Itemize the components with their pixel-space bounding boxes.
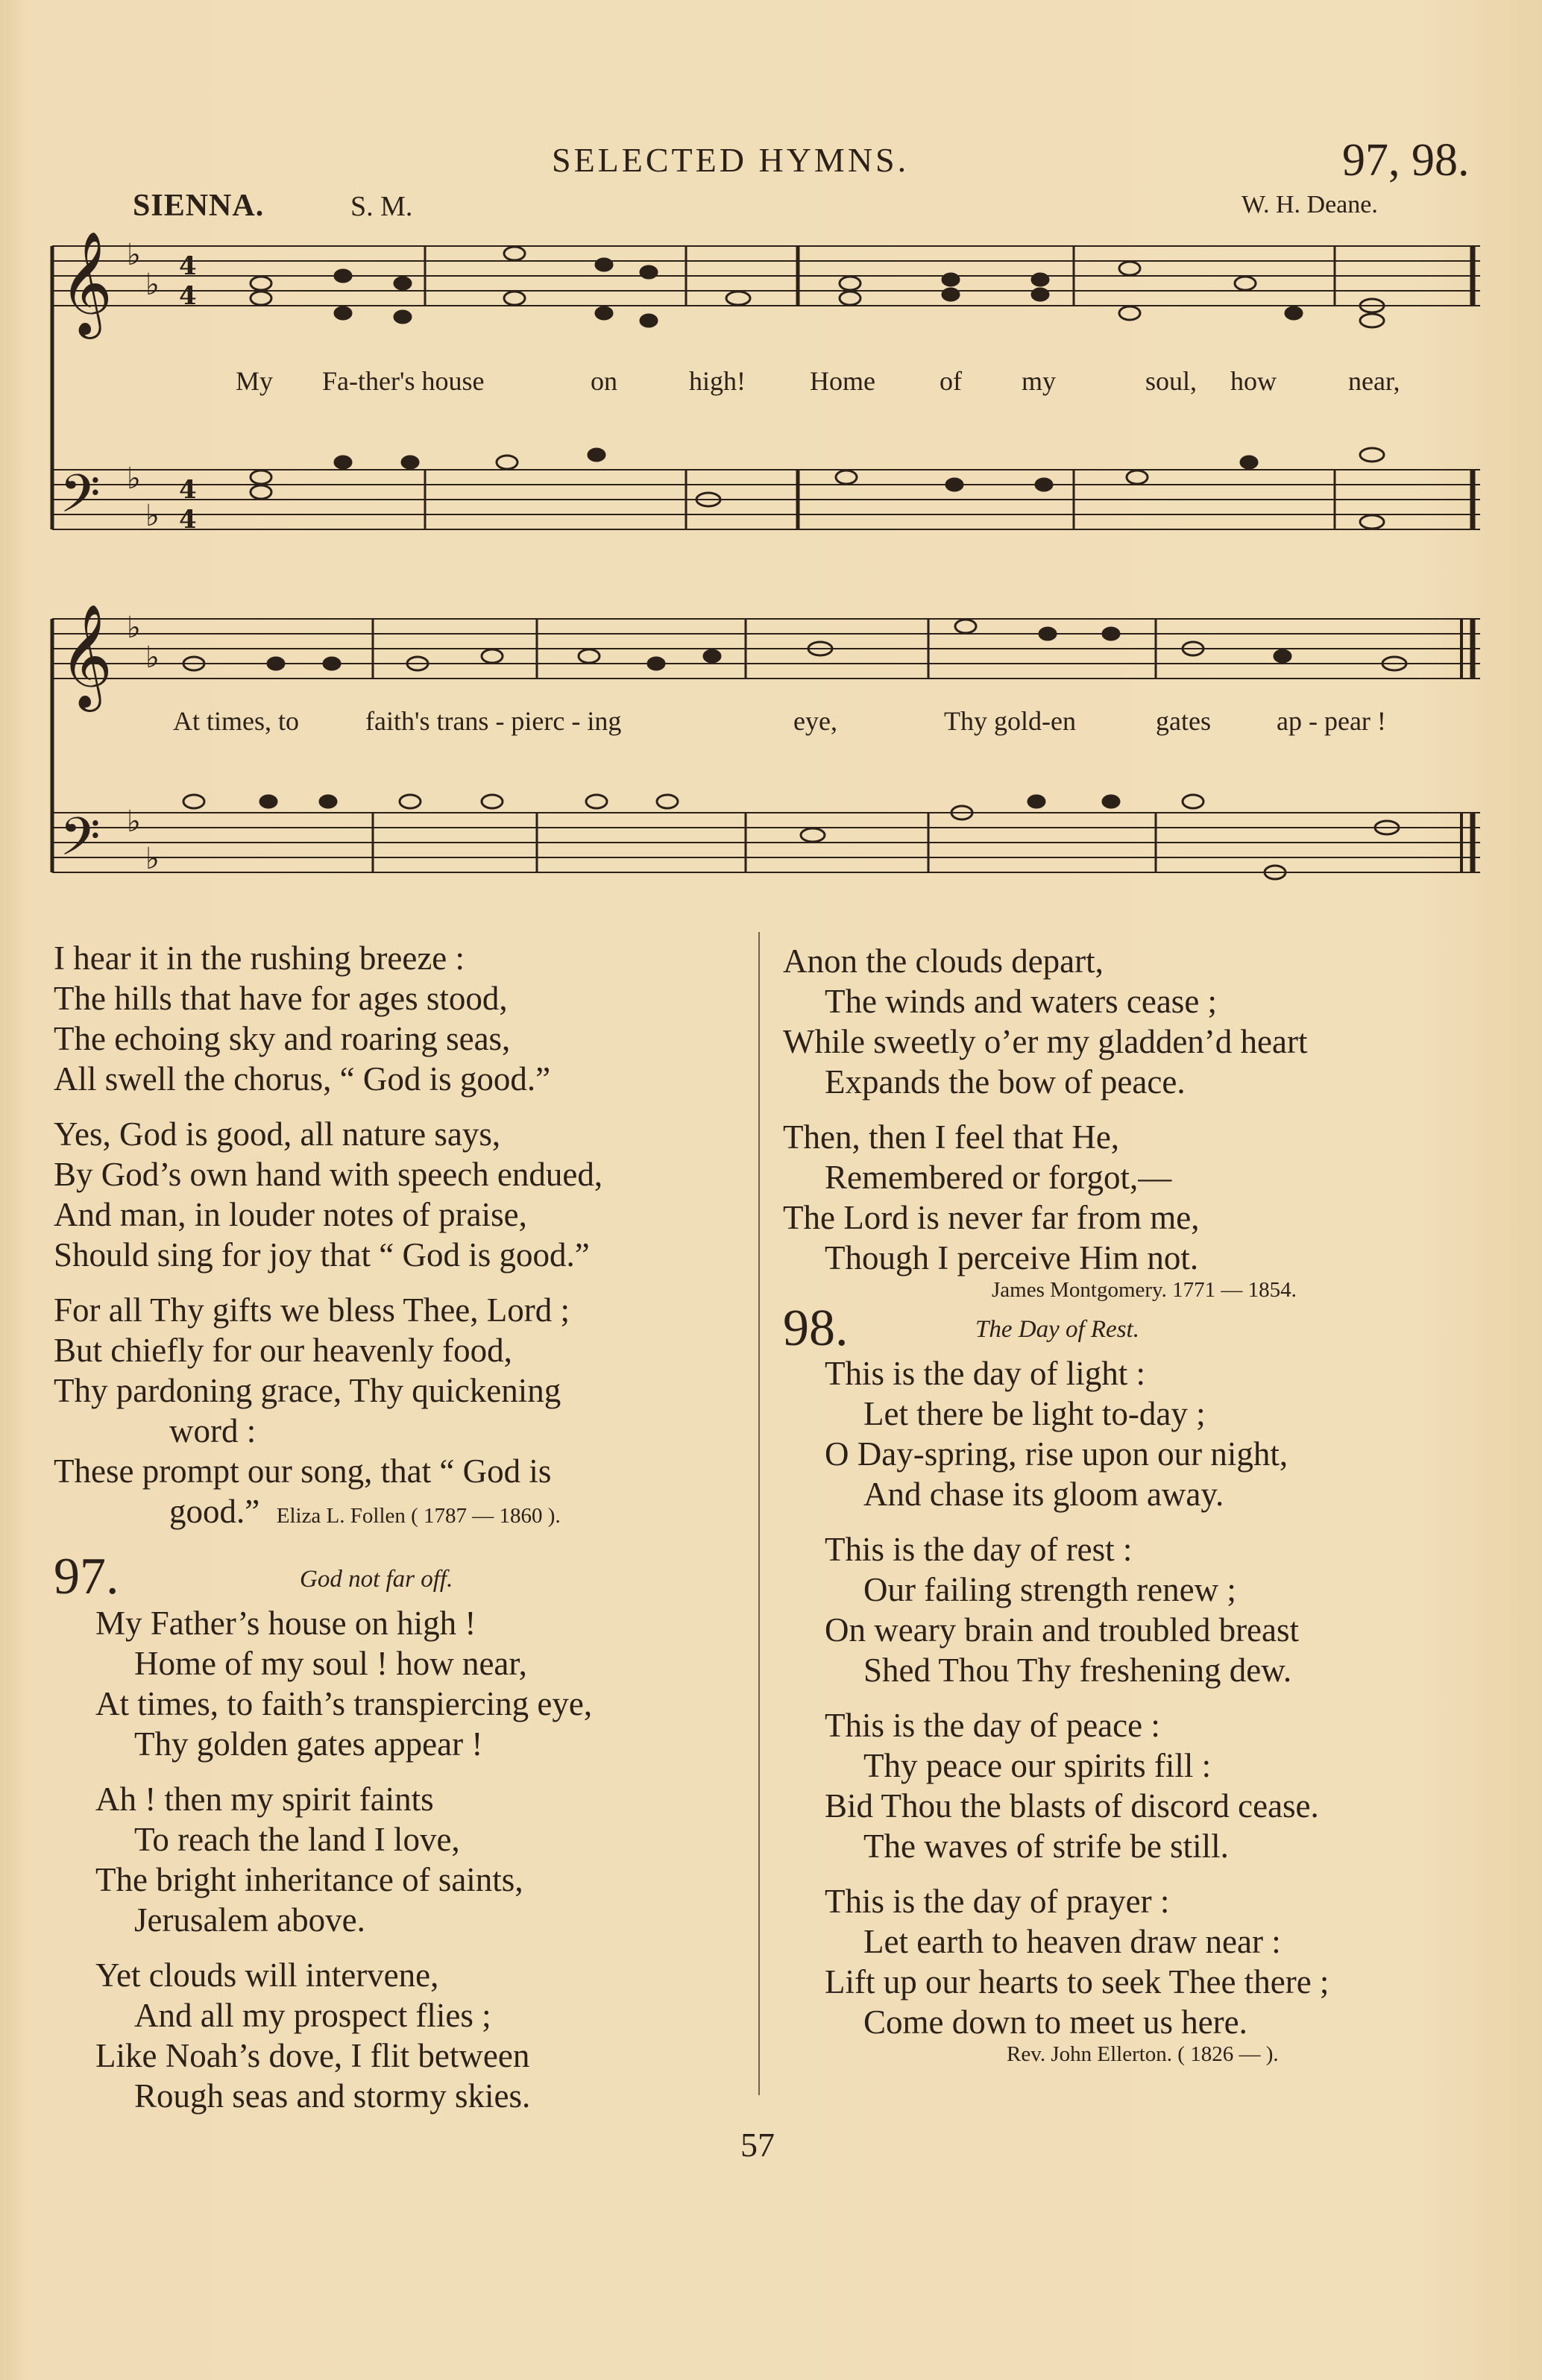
- music-score: [0, 0, 1542, 925]
- score-lyric: eye,: [793, 706, 837, 736]
- verse-line: All swell the chorus, “ God is good.”: [54, 1060, 551, 1098]
- composer: W. H. Deane.: [1242, 191, 1378, 218]
- score-lyric: Thy gold-en: [944, 706, 1076, 736]
- verse-line: [54, 1491, 747, 1536]
- verse-line-text: good.”: [169, 1493, 260, 1530]
- verse-line: But chiefly for our heavenly food,: [54, 1332, 512, 1369]
- verse-line: And man, in louder notes of praise,: [54, 1196, 527, 1233]
- verse-line: For all Thy gifts we bless Thee, Lord ;: [54, 1291, 570, 1329]
- verse-line: The Lord is never far from me,: [783, 1199, 1200, 1236]
- verse-line: Expands the bow of peace.: [825, 1063, 1186, 1101]
- tune-meter: S. M.: [350, 191, 413, 222]
- hymn-number: 98.: [783, 1300, 849, 1357]
- svg-text:♭: ♭: [127, 805, 141, 839]
- verse-line: By God’s own hand with speech endued,: [54, 1156, 603, 1193]
- verse-line: The waves of strife be still.: [863, 1828, 1229, 1865]
- svg-text:♭: ♭: [127, 611, 141, 645]
- verse-line: Let there be light to-day ;: [863, 1395, 1206, 1432]
- hymn-numbers: 97, 98.: [1342, 135, 1470, 186]
- stanza: [783, 941, 1499, 1102]
- svg-text:4: 4: [179, 505, 197, 535]
- stanza: [783, 1705, 1499, 1866]
- score-lyric: soul,: [1145, 366, 1198, 396]
- stanza: [54, 1603, 747, 1764]
- verse-line: Then, then I feel that He,: [783, 1118, 1120, 1156]
- left-column: [54, 938, 747, 2131]
- staff-lines: [52, 246, 1480, 872]
- verse-line: Though I perceive Him not.: [825, 1239, 1199, 1276]
- verse-line: Come down to meet us here.: [863, 2003, 1247, 2041]
- score-lyric: high!: [689, 366, 746, 396]
- score-lyric: Fa-ther's house: [322, 366, 485, 396]
- stanza: [783, 1529, 1499, 1690]
- verse-line: This is the day of prayer :: [825, 1883, 1170, 1920]
- verse-line: The winds and waters cease ;: [825, 983, 1218, 1020]
- running-head: SELECTED HYMNS.: [552, 141, 910, 179]
- score-lyric: At times, to: [173, 706, 299, 736]
- verse-line: Anon the clouds depart,: [783, 942, 1104, 980]
- svg-text:♭: ♭: [127, 238, 141, 272]
- svg-text:♭: ♭: [145, 842, 160, 876]
- svg-text:♭: ♭: [145, 640, 160, 675]
- verse-line: Lift up our hearts to seek Thee there ;: [825, 1963, 1329, 2000]
- stanza: [54, 1779, 747, 1940]
- column-divider: [758, 932, 760, 2095]
- bass-clef-icon: 𝄢: [60, 464, 101, 538]
- verse-line: Bid Thou the blasts of discord cease.: [825, 1787, 1319, 1825]
- attribution: Rev. John Ellerton. ( 1826 — ).: [1007, 2042, 1279, 2066]
- verse-line: Yes, God is good, all nature says,: [54, 1115, 501, 1153]
- bass-clef-icon: 𝄢: [60, 807, 101, 881]
- verse-line: Let earth to heaven draw near :: [863, 1923, 1281, 1960]
- score-lyric: my: [1022, 366, 1057, 396]
- verse-line: Should sing for joy that “ God is good.”: [54, 1236, 590, 1274]
- svg-text:♭: ♭: [127, 462, 141, 496]
- hymn-number: 97.: [54, 1548, 119, 1605]
- verse-line: O Day-spring, rise upon our night,: [825, 1435, 1288, 1473]
- verse-line: To reach the land I love,: [134, 1821, 460, 1858]
- verse-line: Thy peace our spirits fill :: [863, 1747, 1212, 1784]
- verse-line: I hear it in the rushing breeze :: [54, 939, 465, 977]
- verse-line: The echoing sky and roaring seas,: [54, 1020, 511, 1057]
- tune-name: SIENNA.: [133, 189, 265, 223]
- score-lyric: on: [591, 366, 617, 396]
- verse-line: At times, to faith’s transpiercing eye,: [95, 1685, 593, 1722]
- stanza: [783, 1117, 1499, 1278]
- hymn-subtitle: God not far off.: [300, 1566, 453, 1593]
- verse-line: Home of my soul ! how near,: [134, 1645, 527, 1682]
- verse-line: And chase its gloom away.: [863, 1476, 1224, 1513]
- score-lyric: gates: [1156, 706, 1211, 736]
- attribution: Eliza L. Follen ( 1787 — 1860 ).: [276, 1504, 561, 1528]
- verse-line: Our failing strength renew ;: [863, 1571, 1236, 1608]
- verse-line: My Father’s house on high !: [95, 1605, 476, 1642]
- hymn-heading: [783, 1300, 1499, 1357]
- verse-line: This is the day of peace :: [825, 1707, 1160, 1744]
- stanza: [54, 1114, 747, 1275]
- verse-line: word :: [169, 1412, 257, 1449]
- page-number: 57: [740, 2126, 775, 2164]
- verse-line: Shed Thou Thy freshening dew.: [863, 1652, 1292, 1689]
- hymn-heading: [54, 1548, 747, 1605]
- verse-line: Remembered or forgot,—: [825, 1159, 1172, 1196]
- stanza: [783, 1353, 1499, 1514]
- treble-clef-icon: 𝄞: [60, 231, 113, 335]
- verse-line: Yet clouds will intervene,: [95, 1956, 439, 1994]
- right-column: [783, 941, 1499, 2067]
- verse-line: Thy golden gates appear !: [134, 1725, 483, 1763]
- verse-line: And all my prospect flies ;: [134, 1997, 491, 2034]
- stanza: [54, 938, 747, 1099]
- verse-line: This is the day of light :: [825, 1355, 1145, 1392]
- score-lyric: Home: [810, 366, 875, 396]
- verse-line: These prompt our song, that “ God is: [54, 1452, 552, 1490]
- verse-line: The hills that have for ages stood,: [54, 980, 508, 1017]
- attribution: James Montgomery. 1771 — 1854.: [992, 1278, 1297, 1302]
- stanza: [54, 1955, 747, 2116]
- svg-text:4: 4: [179, 475, 197, 505]
- treble-clef-icon: 𝄞: [60, 604, 113, 708]
- svg-text:♭: ♭: [145, 499, 160, 533]
- verse-line: Like Noah’s dove, I flit between: [95, 2037, 530, 2074]
- svg-text:4: 4: [179, 251, 197, 281]
- verse-line: The bright inheritance of saints,: [95, 1861, 523, 1898]
- score-lyric: near,: [1348, 366, 1400, 396]
- verse-line: Rough seas and stormy skies.: [134, 2077, 531, 2115]
- noteheads: [183, 247, 1406, 879]
- verse-line: Jerusalem above.: [134, 1901, 365, 1939]
- stanza: [783, 1881, 1499, 2042]
- verse-line: Ah ! then my spirit faints: [95, 1781, 434, 1818]
- score-lyric: My: [236, 366, 274, 396]
- score-lyric: how: [1230, 366, 1277, 396]
- score-lyric: ap - pear !: [1277, 706, 1386, 736]
- svg-text:♭: ♭: [145, 268, 160, 302]
- verse-line: Thy pardoning grace, Thy quickening: [54, 1372, 561, 1409]
- svg-text:4: 4: [179, 281, 197, 311]
- hymn-subtitle: The Day of Rest.: [975, 1316, 1139, 1343]
- score-lyric: of: [940, 366, 962, 396]
- verse-line: While sweetly o’er my gladden’d heart: [783, 1023, 1308, 1060]
- stanza: [54, 1290, 747, 1536]
- score-lyric: faith's trans - pierc - ing: [365, 706, 622, 736]
- verse-line: This is the day of rest :: [825, 1531, 1133, 1568]
- verse-line: On weary brain and troubled breast: [825, 1611, 1300, 1649]
